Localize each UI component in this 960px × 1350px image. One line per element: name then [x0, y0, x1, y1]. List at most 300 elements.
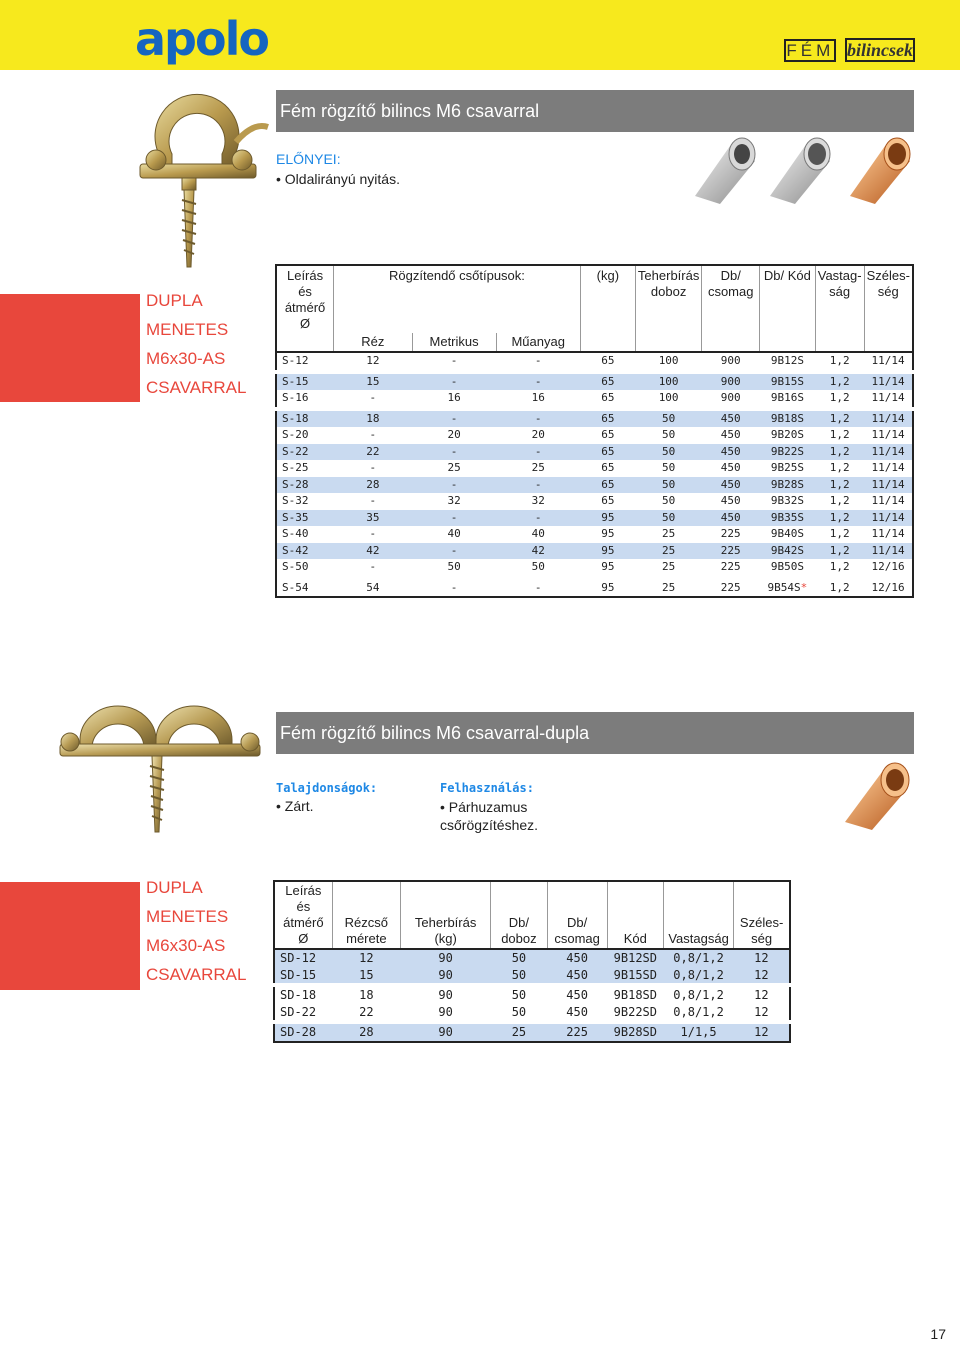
table-cell [276, 372, 334, 391]
table-cell [760, 526, 816, 543]
cell-value: SD-12 [280, 951, 317, 965]
cell-value: - [450, 477, 458, 491]
table-cell [815, 576, 864, 598]
table-cell [815, 559, 864, 576]
cell-value: 11/14 [871, 428, 905, 441]
cell-value: 9B16S [770, 391, 804, 404]
table-cell [760, 460, 816, 477]
cell-value: 11/14 [871, 461, 905, 474]
cell-value: - [534, 354, 542, 367]
cell-value: 50 [662, 444, 676, 458]
table-cell [412, 427, 496, 444]
cell-value: SD-18 [280, 988, 317, 1002]
cell-value: S-16 [282, 391, 309, 404]
table-cell [412, 493, 496, 510]
cell-value: 50 [662, 477, 676, 491]
table-cell [276, 427, 334, 444]
cell-value: - [450, 354, 458, 367]
col-header-load: Teherbírás (kg) [400, 881, 490, 949]
cell-value: 12 [754, 951, 769, 965]
cell-value: 450 [720, 444, 741, 458]
cell-value: SD-15 [280, 967, 317, 982]
cell-value: 1,2 [829, 461, 850, 474]
cell-value: 50 [662, 411, 676, 425]
table-cell [580, 372, 635, 391]
col-header-thickness: Vastag- ság [815, 265, 864, 333]
double-clamp-table-body [274, 949, 790, 1042]
table-cell [607, 949, 663, 967]
cell-value: 12/16 [871, 580, 905, 594]
table-row [274, 967, 790, 986]
cell-value: 40 [531, 527, 545, 540]
cell-value: 225 [720, 580, 741, 594]
table-cell [702, 576, 760, 598]
col-header-thickness: Vastagság [663, 881, 733, 949]
cell-value: S-12 [282, 354, 309, 367]
cell-value: 11/14 [871, 411, 905, 425]
table-row [276, 543, 913, 560]
table-cell [635, 409, 701, 428]
cell-value: 11/14 [871, 510, 905, 524]
single-clamp-photo [118, 82, 278, 272]
table-row [276, 477, 913, 494]
cell-value: 9B40S [770, 527, 804, 540]
table-cell [815, 352, 864, 372]
table-cell [334, 559, 412, 576]
table-cell [580, 526, 635, 543]
cell-value: 65 [601, 391, 615, 404]
cell-value: 450 [720, 461, 741, 474]
cell-value: 1,2 [829, 411, 850, 425]
cell-value: 12 [754, 967, 769, 982]
cell-value: 90 [438, 1025, 453, 1039]
table-row [276, 526, 913, 543]
table-cell [332, 967, 400, 986]
cell-value: 450 [720, 428, 741, 441]
col-header-code: Db/ Kód [760, 265, 816, 333]
table-cell [547, 1022, 607, 1042]
table-cell [412, 372, 496, 391]
table-cell [400, 1004, 490, 1023]
cell-value: 22 [366, 444, 380, 458]
col-header-pipe-size: Rézcső mérete [332, 881, 400, 949]
table-cell [412, 510, 496, 527]
table-cell [760, 493, 816, 510]
table-cell [635, 477, 701, 494]
side-label-line: DUPLA [146, 878, 203, 897]
cell-value: 18 [359, 988, 374, 1002]
cell-value: 40 [447, 527, 461, 540]
cell-value: 25 [531, 461, 545, 474]
table-cell [547, 967, 607, 986]
table-cell [702, 444, 760, 461]
cell-value: 65 [601, 477, 615, 491]
cell-value: 225 [720, 560, 741, 573]
cell-value: 12 [754, 1004, 769, 1019]
table-cell [412, 390, 496, 409]
cell-value: 450 [720, 510, 741, 524]
cell-value: 0,8/1,2 [673, 988, 724, 1002]
table-cell [491, 1022, 547, 1042]
table-cell [334, 352, 412, 372]
col-header-width: Széles- ség [866, 268, 910, 299]
cell-value: - [450, 374, 458, 388]
cell-value: 11/14 [871, 391, 905, 404]
cell-value: 50 [447, 560, 461, 573]
cell-value: 42 [531, 543, 545, 557]
table-cell [635, 390, 701, 409]
cell-value: 1,2 [829, 560, 850, 573]
cell-value: 9B35S [770, 510, 804, 524]
table-cell [815, 409, 864, 428]
table-cell [334, 543, 412, 560]
cell-value: 1,2 [829, 477, 850, 491]
section2-title: Fém rögzítő bilincs M6 csavarral-dupla [276, 712, 914, 754]
cell-value: 9B20S [770, 428, 804, 441]
table-cell [635, 576, 701, 598]
cell-value: 11/14 [871, 374, 905, 388]
cell-value: 9B22SD [613, 1004, 658, 1019]
table-cell [815, 460, 864, 477]
table-cell [734, 985, 790, 1004]
table-cell [607, 1022, 663, 1042]
table-cell [276, 543, 334, 560]
cell-value: 65 [601, 444, 615, 458]
cell-value: 25 [511, 1025, 527, 1039]
table-row [276, 559, 913, 576]
table-cell [760, 390, 816, 409]
red-accent-block [0, 882, 140, 990]
table-cell [815, 444, 864, 461]
cell-value: 28 [359, 1025, 374, 1039]
table-row [276, 444, 913, 461]
table-cell [332, 1022, 400, 1042]
table-cell [635, 444, 701, 461]
cell-value: 1,2 [829, 391, 850, 404]
table-cell [864, 444, 913, 461]
table-cell [496, 427, 580, 444]
col-header-plastic: Műanyag [496, 333, 580, 352]
table-cell [496, 409, 580, 428]
cell-value: 9B12SD [613, 951, 658, 965]
table-row [276, 372, 913, 391]
table-cell [580, 510, 635, 527]
table-cell [702, 510, 760, 527]
table-cell [702, 409, 760, 428]
cell-value: 95 [601, 560, 615, 573]
cell-value: - [450, 444, 458, 458]
table-cell [400, 949, 490, 967]
cell-value: S-35 [282, 510, 309, 524]
table-row [274, 1004, 790, 1023]
cell-value: 95 [601, 510, 615, 524]
table-cell [276, 409, 334, 428]
table-cell [760, 543, 816, 560]
cell-value: 16 [531, 391, 545, 404]
table-cell [547, 1004, 607, 1023]
table-cell [702, 526, 760, 543]
table-row [276, 510, 913, 527]
cell-value: 11/14 [871, 527, 905, 540]
cell-value: 32 [447, 494, 461, 507]
copper-pipe-photo [840, 762, 920, 830]
table-cell [760, 576, 816, 598]
table-cell [276, 390, 334, 409]
table-cell [702, 460, 760, 477]
table-cell [274, 967, 332, 986]
table-cell [496, 543, 580, 560]
table-cell [607, 1004, 663, 1023]
table-cell [276, 510, 334, 527]
table-cell [734, 967, 790, 986]
table-cell [332, 949, 400, 967]
table-cell [496, 559, 580, 576]
cell-value: - [534, 411, 542, 425]
table-cell [412, 460, 496, 477]
table-cell [547, 985, 607, 1004]
section1-title: Fém rögzítő bilincs M6 csavarral [276, 90, 914, 132]
cell-value: SD-28 [280, 1025, 317, 1039]
table-cell [334, 460, 412, 477]
table-cell [496, 477, 580, 494]
table-cell [580, 576, 635, 598]
cell-value: 0,8/1,2 [673, 967, 724, 982]
table-row [276, 576, 913, 598]
usage-item: • Párhuzamus csőrögzítéshez. [440, 799, 539, 833]
table-cell [496, 352, 580, 372]
table-cell [864, 510, 913, 527]
table-cell [412, 444, 496, 461]
table-row [276, 409, 913, 428]
table-cell [635, 493, 701, 510]
table-cell [635, 352, 701, 372]
table-cell [276, 493, 334, 510]
table-cell [276, 526, 334, 543]
col-header-db-package: Db/ csomag [547, 881, 607, 949]
table-row [276, 390, 913, 409]
cell-value: - [450, 411, 458, 425]
brand-logo: apolo [135, 12, 268, 66]
cell-value: 12 [366, 354, 380, 367]
table-cell [276, 576, 334, 598]
col-header-db-package: Db/ csomag [702, 265, 760, 333]
cell-value: 9B32S [770, 494, 804, 507]
table-cell [864, 543, 913, 560]
table-cell [815, 477, 864, 494]
table-cell [332, 985, 400, 1004]
cell-value: 25 [662, 543, 676, 557]
cell-value: 9B22S [770, 444, 804, 458]
table-cell [580, 444, 635, 461]
cell-value: 900 [720, 391, 741, 404]
cell-value: 32 [531, 494, 545, 507]
col-header-metric: Metrikus [412, 333, 496, 352]
cell-value: 50 [511, 951, 527, 965]
side-label-line: CSAVARRAL [146, 965, 247, 984]
table-cell [334, 427, 412, 444]
table-cell [760, 477, 816, 494]
table-cell [864, 390, 913, 409]
side-label-line: CSAVARRAL [146, 378, 247, 397]
cell-value: 50 [662, 494, 676, 507]
table-cell [334, 526, 412, 543]
cell-value: 65 [601, 411, 615, 425]
cell-value: 450 [566, 951, 588, 965]
col-header-description: Leírás és átmérő Ø [274, 881, 332, 949]
table-row [274, 1022, 790, 1042]
table-cell [496, 460, 580, 477]
table-cell [760, 444, 816, 461]
cell-value: 16 [447, 391, 461, 404]
cell-value: 95 [601, 543, 615, 557]
double-clamp-table [273, 880, 791, 1043]
table-row [274, 949, 790, 967]
table-cell [274, 985, 332, 1004]
cell-value: - [369, 560, 377, 573]
table-cell [276, 559, 334, 576]
category-title-sub: bilincsek [847, 40, 913, 60]
cell-value: - [534, 510, 542, 524]
cell-value: 1,2 [829, 494, 850, 507]
cell-value: S-42 [282, 543, 309, 557]
cell-value: 11/14 [871, 494, 905, 507]
table-cell [635, 543, 701, 560]
cell-value: 54 [366, 580, 380, 594]
table-row [276, 493, 913, 510]
cell-value: - [450, 543, 458, 557]
table-cell [760, 559, 816, 576]
table-cell [496, 493, 580, 510]
table-cell [580, 477, 635, 494]
cell-value: 0,8/1,2 [673, 951, 724, 965]
cell-value: S-20 [282, 428, 309, 441]
cell-value: 12 [754, 988, 769, 1002]
cell-value: S-28 [282, 477, 309, 491]
cell-value: 450 [566, 988, 588, 1002]
category-title-main: FÉM [786, 41, 835, 60]
cell-value: 28 [366, 477, 380, 491]
table-cell [607, 985, 663, 1004]
table-cell [607, 967, 663, 986]
cell-value: - [450, 580, 458, 594]
col-header-kg: (kg) [580, 265, 635, 333]
col-header-copper: Réz [334, 333, 412, 352]
cell-value: 25 [447, 461, 461, 474]
cell-value: 20 [531, 428, 545, 441]
side-label-section2 [146, 873, 246, 989]
table-cell [334, 493, 412, 510]
table-cell [412, 352, 496, 372]
cell-value: 9B42S [770, 543, 804, 557]
cell-value: 0,8/1,2 [673, 1004, 724, 1019]
cell-value: 90 [438, 988, 453, 1002]
table-cell [334, 477, 412, 494]
table-cell [276, 477, 334, 494]
cell-value: - [534, 444, 542, 458]
table-cell [815, 510, 864, 527]
col-header-db-box: Db/ doboz [491, 881, 547, 949]
table-cell [274, 1022, 332, 1042]
table-cell [276, 444, 334, 461]
cell-value: S-25 [282, 461, 309, 474]
table-cell [580, 409, 635, 428]
table-cell [580, 543, 635, 560]
col-header-code: Kód [607, 881, 663, 949]
table-cell [400, 1022, 490, 1042]
cell-value: - [369, 391, 377, 404]
cell-value: 65 [601, 494, 615, 507]
table-cell [580, 493, 635, 510]
table-cell [491, 967, 547, 986]
cell-value: S-54 [282, 580, 309, 594]
table-cell [815, 427, 864, 444]
cell-value: 225 [720, 527, 741, 540]
page-number: 17 [930, 1326, 946, 1342]
cell-value: 9B25S [770, 461, 804, 474]
table-cell [580, 427, 635, 444]
cell-value: 1/1,5 [680, 1025, 717, 1039]
cell-value: 90 [438, 967, 453, 982]
table-cell [580, 352, 635, 372]
cell-value: S-32 [282, 494, 309, 507]
table-cell [734, 1022, 790, 1042]
table-row [276, 427, 913, 444]
single-clamp-table [275, 264, 914, 598]
cell-value: 9B15S [770, 374, 804, 388]
cell-value: 9B15SD [613, 967, 658, 982]
cell-value: 90 [438, 1004, 453, 1019]
table-cell [491, 949, 547, 967]
cell-value: 25 [662, 580, 676, 594]
table-cell [815, 390, 864, 409]
cell-value: 12 [359, 951, 374, 965]
table-row [274, 985, 790, 1004]
table-cell [815, 543, 864, 560]
col-header-description-label: Leírás és átmérő Ø [284, 268, 326, 331]
cell-value: 12 [754, 1025, 769, 1039]
table-cell [334, 409, 412, 428]
cell-value: 450 [566, 967, 588, 982]
table-cell [734, 1004, 790, 1023]
table-row [276, 460, 913, 477]
table-cell [412, 409, 496, 428]
cell-value: S-15 [282, 374, 309, 388]
table-cell [815, 526, 864, 543]
cell-value: S-40 [282, 527, 309, 540]
page-header [0, 0, 960, 70]
table-cell [864, 460, 913, 477]
table-cell [635, 427, 701, 444]
cell-value: 100 [658, 354, 679, 367]
table-cell [580, 460, 635, 477]
table-cell [412, 477, 496, 494]
cell-value: S-50 [282, 560, 309, 573]
table-cell [635, 559, 701, 576]
table-cell [635, 510, 701, 527]
category-title [784, 40, 915, 61]
cell-value: 25 [662, 527, 676, 540]
cell-value: S-18 [282, 411, 309, 425]
cell-value: 42 [366, 543, 380, 557]
table-cell [864, 576, 913, 598]
cell-value: 90 [438, 951, 453, 965]
cell-value: 1,2 [829, 444, 850, 458]
side-label-line: MENETES [146, 320, 229, 339]
table-cell [760, 409, 816, 428]
cell-value: 1,2 [829, 510, 850, 524]
col-header-width: Széles- ség [739, 915, 784, 946]
table-cell [815, 493, 864, 510]
